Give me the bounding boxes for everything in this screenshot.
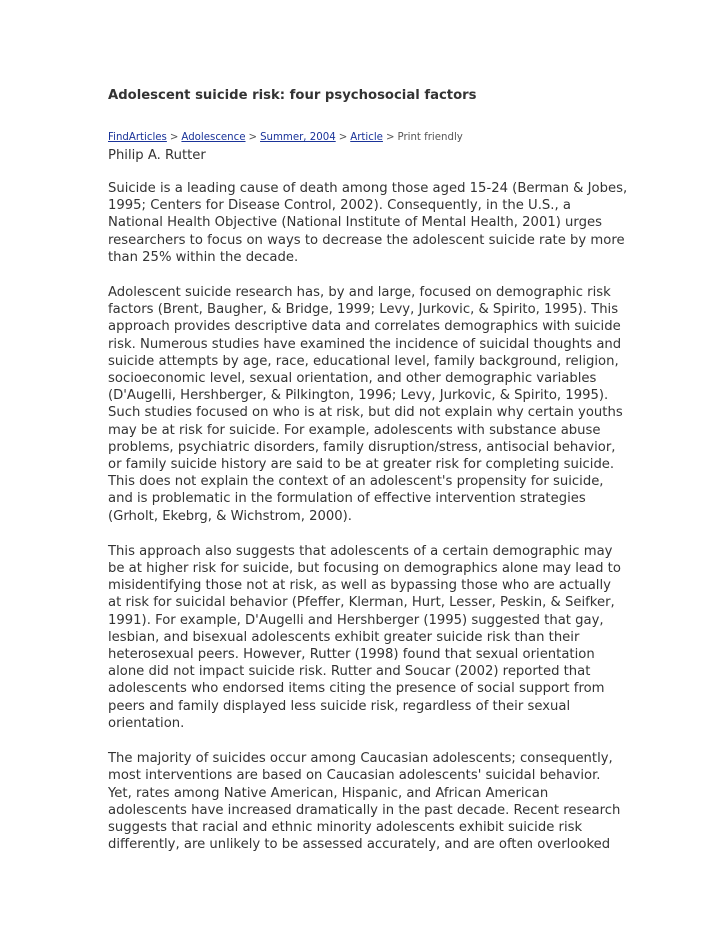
breadcrumb-link-article[interactable]: Article [350,132,383,143]
breadcrumb-link-summer-2004[interactable]: Summer, 2004 [260,132,336,143]
breadcrumb-separator: > [338,132,348,143]
breadcrumb-separator: > [385,132,395,143]
paragraph: The majority of suicides occur among Caucasian adolescents; consequently, most interventions are based on Caucasian adolescents' suicidal behavior. Yet, rates among Native American, Hispanic, and African American adolescents have increased dramatically in the past decade. Recent research suggests that racial and ethnic minority adolescents exhibit suicide risk differently, are unlikely to be assessed accurately, and are often overlooked [108,751,621,853]
paragraph: This approach also suggests that adolescents of a certain demographic may be at higher risk for suicide, but focusing on demographics alone may lead to misidentifying those not at risk, as well as bypassing those who are actually at risk for suicidal behavior (Pfeffer, Klerman, Hurt, Lesser, Peskin, & Seifker, 1991). For example, D'Augelli and Hershberger (1995) suggested that gay, lesbian, and bisexual adolescents exhibit greater suicide risk than their heterosexual peers. However, Rutter (1998) found that sexual orientation alone did not impact suicide risk. Rutter and Soucar (2002) reported that adolescents who endorsed items citing the presence of social support from peers and family displayed less suicide risk, regardless of their sexual orientation. [108,543,621,731]
breadcrumb-link-adolescence[interactable]: Adolescence [181,132,246,143]
paragraph: Suicide is a leading cause of death among those aged 15-24 (Berman & Jobes, 1995; Centers for Disease Control, 2002). Consequently, in the U.S., a National Health Objective (National Institute of Mental Health, 2001) urges researchers to focus on ways to decrease the adolescent suicide rate by more than 25% within the decade. [108,181,628,265]
breadcrumb [108,131,463,144]
article-title: Adolescent suicide risk: four psychosocial factors [108,88,477,103]
breadcrumb-link-findarticles[interactable]: FindArticles [108,132,167,143]
article-body [108,180,628,871]
paragraph: Adolescent suicide research has, by and large, focused on demographic risk factors (Brent, Baugher, & Bridge, 1999; Levy, Jurkovic, & Spirito, 1995). This approach provides descriptive data and correlates demographics with suicide risk. Numerous studies have examined the incidence of suicidal thoughts and suicide attempts by age, race, educational level, family background, religion, socioeconomic level, sexual orientation, and other demographic variables (D'Augelli, Hershberger, & Pilkington, 1996; Levy, Jurkovic, & Spirito, 1995). Such studies focused on who is at risk, but did not explain why certain youths may be at risk for suicide. For example, adolescents with substance abuse problems, psychiatric disorders, family disruption/stress, antisocial behavior, or family suicide history are said to be at greater risk for completing suicide. This does not explain the context of an adolescent's propensity for suicide, and is problematic in the formulation of effective intervention strategies (Grholt, Ekebrg, & Wichstrom, 2000). [108,285,623,524]
breadcrumb-current: Print friendly [397,132,463,143]
breadcrumb-separator: > [248,132,258,143]
article-author: Philip A. Rutter [108,148,206,163]
breadcrumb-separator: > [169,132,179,143]
